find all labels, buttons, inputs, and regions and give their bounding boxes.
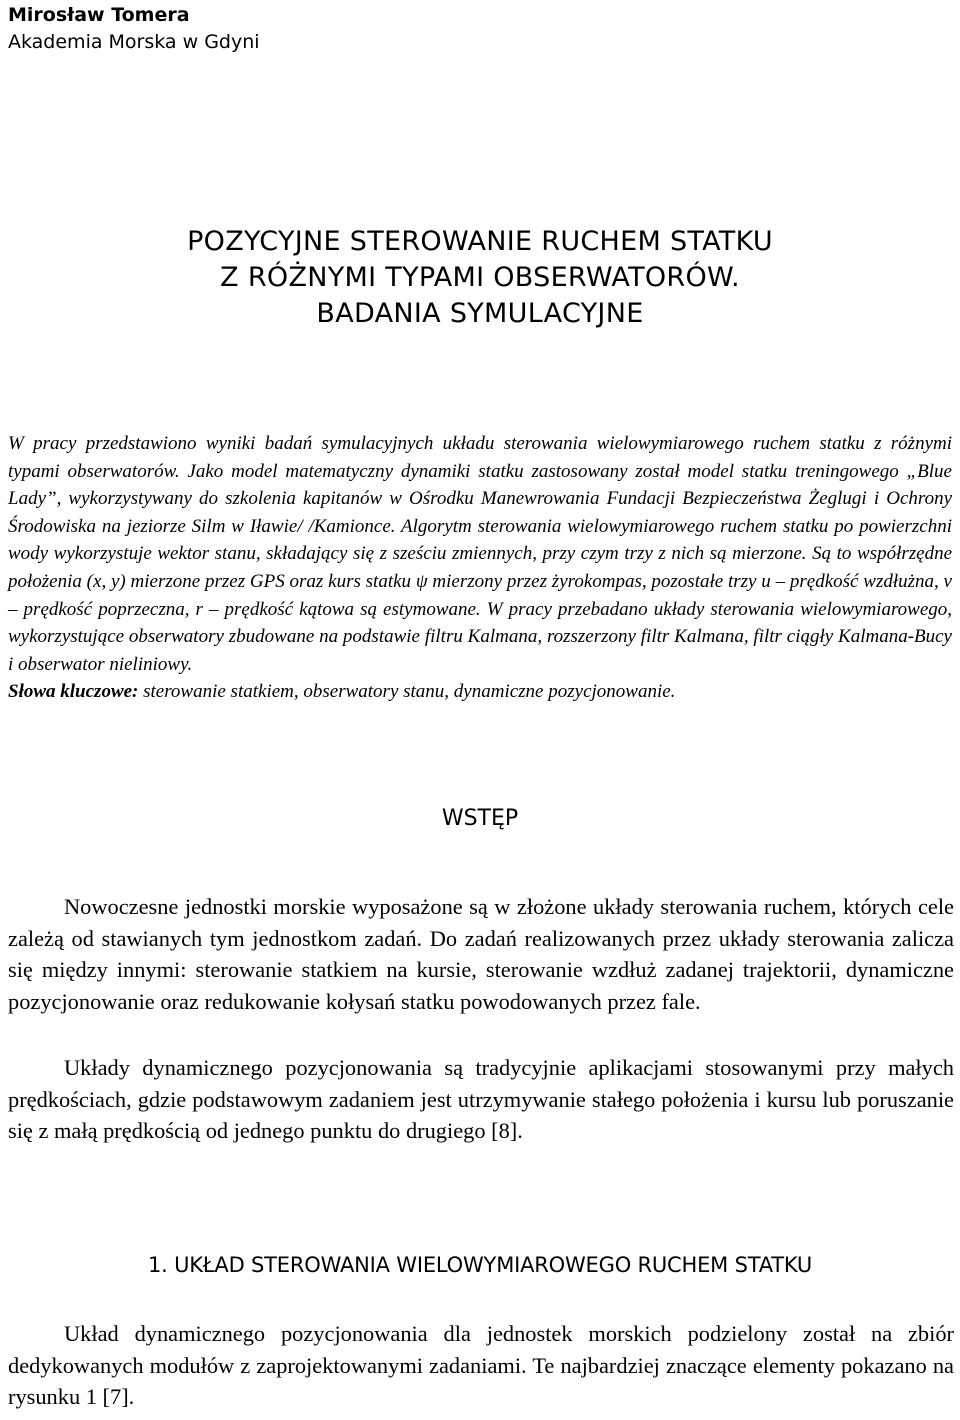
section-heading-1: 1. UKŁAD STEROWANIA WIELOWYMIAROWEGO RUCHEM STATKU <box>147 1253 813 1277</box>
author-name: Mirosław Tomera <box>8 4 190 26</box>
intro-paragraph-2: Układy dynamicznego pozycjonowania są tradycyjnie aplikacjami stosowanymi przy małych prędkościach, gdzie podstawowym zadaniem jest utrzymywanie stałego położenia i kursu lub poruszanie się z małą prędkością od jednego punktu do drugiego [8]. <box>8 1055 954 1144</box>
section-1-paragraph-1: Układ dynamicznego pozycjonowania dla jednostek morskich podzielony został na zbiór dedykowanych modułów z zaprojektowanymi zadaniami. Te najbardziej znaczące elementy pokazano na rysunku 1 [7]. <box>8 1321 954 1410</box>
title-line-2: Z RÓŻNYMI TYPAMI OBSERWATORÓW. <box>220 262 740 293</box>
title-line-3: BADANIA SYMULACYJNE <box>316 298 644 329</box>
section-heading-intro: WSTĘP <box>441 806 519 831</box>
abstract-text-1: W pracy przedstawiono wyniki badań symulacyjnych układu sterowania wielowymiarowego ruchem statku z różnymi typami obserwatorów. Jako model matematyczny dynamiki statku zastosowany został model statku treningowego „Blue Lady”, wykorzystywany do szkolenia kapitanów w Ośrodku Manewrowania Fundacji Bezpieczeństwa Żeglugi i Ochrony Środowiska na jeziorze Silm w Iławie/ /Kamionce. <box>8 433 952 537</box>
intro-paragraph-1: Nowoczesne jednostki morskie wyposażone są w złożone układy sterowania ruchem, których cele zależą od stawianych tym jednostkom zadań. Do zadań realizowanych przez układy sterowania zalicza się między innymi: sterowanie statkiem na kursie, sterowanie wzdłuż zadanej trajektorii, dynamiczne pozycjonowanie oraz redukowanie kołysań statku powodowanych przez fale. <box>8 894 954 1014</box>
author-affiliation: Akademia Morska w Gdyni <box>8 31 260 53</box>
title-line-1: POZYCYJNE STEROWANIE RUCHEM STATKU <box>187 226 773 257</box>
abstract-text-2: Algorytm sterowania wielowymiarowego ruchem statku po powierzchni wody wykorzystuje wektor stanu, składający się z sześciu zmiennych, przy czym trzy z nich są mierzone. Są to współrzędne położenia (x, y) mierzone przez GPS oraz kurs statku ψ mierzony przez żyrokompas, pozostałe trzy u – prędkość wzdłużna, v – prędkość poprzeczna, r – prędkość kątowa są estymowane. <box>8 515 952 620</box>
paper-title <box>0 224 960 332</box>
abstract <box>8 430 952 706</box>
abstract-text-3: W pracy przebadano układy sterowania wielowymiarowego, wykorzystujące obserwatory zbudowane na podstawie filtru Kalmana, rozszerzony filtr Kalmana, filtr ciągły Kalmana-Bucy i obserwator nieliniowy. <box>8 598 953 675</box>
keywords-label: Słowa kluczowe: <box>8 681 139 703</box>
keywords-text: sterowanie statkiem, obserwatory stanu, dynamiczne pozycjonowanie. <box>138 681 676 703</box>
author-block <box>8 2 260 56</box>
